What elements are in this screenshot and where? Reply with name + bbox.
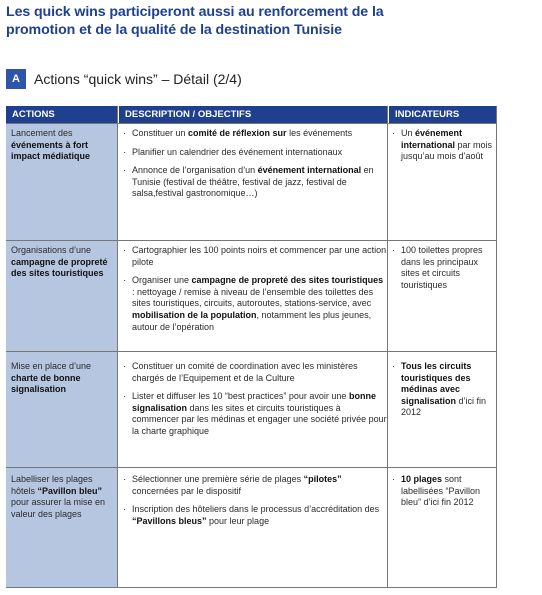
bullet-item bbox=[392, 474, 493, 509]
bullet-item bbox=[392, 245, 493, 291]
bold-text: comité de réflexion sur bbox=[188, 128, 287, 138]
bullet-dot-icon: · bbox=[392, 128, 395, 138]
row-action bbox=[11, 474, 113, 520]
bullet-item bbox=[123, 165, 388, 200]
bullet-item bbox=[123, 147, 388, 159]
text: Inscription des hôteliers dans le processus d’accréditation des bbox=[132, 504, 380, 515]
bullet-dot-icon: · bbox=[123, 245, 126, 255]
text: Labelliser les plages hôtels bbox=[11, 474, 93, 496]
text: Constituer un comité de coordination avec les ministères chargés de l’Equipement et de la Culture bbox=[132, 361, 358, 383]
bullet-item bbox=[392, 128, 493, 163]
row-divider bbox=[6, 123, 497, 124]
text: sont labellisées “Pavillon bleu” d’ici fin 2012 bbox=[401, 474, 481, 508]
text: pour assurer la mise en valeur des plages bbox=[11, 497, 106, 519]
column-divider bbox=[117, 106, 118, 588]
text: : nettoyage / remise à niveau de l’ensemble des toilettes des sites touristiques, circuits, autoroutes, stations-service, avec bbox=[132, 286, 374, 309]
bullet-dot-icon: · bbox=[123, 146, 126, 157]
text: en Tunisie (festival de théâtre, festival de jazz, festival de salsa,festival gastronomique…) bbox=[132, 165, 374, 199]
bullet-dot-icon: · bbox=[123, 474, 126, 484]
row-action bbox=[11, 361, 113, 396]
text: Sélectionner une première série de plages bbox=[132, 474, 304, 484]
bold-text: “Pavillons bleus” bbox=[132, 515, 207, 526]
bullet-dot-icon: · bbox=[392, 474, 395, 484]
row-action bbox=[11, 245, 113, 280]
row-description bbox=[123, 474, 388, 534]
row-action bbox=[11, 128, 113, 163]
bold-text: mobilisation de la population bbox=[132, 309, 257, 320]
bold-text: “Pavillon bleu” bbox=[37, 485, 103, 496]
bold-text: événement international bbox=[401, 128, 463, 150]
text: Lister et diffuser les 10 “best practices” pour avoir une bbox=[132, 391, 349, 402]
row-indicator bbox=[392, 245, 493, 291]
bold-text: charte de bonne signalisation bbox=[11, 372, 81, 395]
column-divider bbox=[496, 106, 497, 588]
section-title: Actions “quick wins” – Détail (2/4) bbox=[34, 71, 242, 87]
bold-text: campagne de propreté des sites touristiques bbox=[191, 275, 384, 286]
row-divider bbox=[6, 240, 497, 241]
row-description bbox=[123, 128, 388, 207]
text: Cartographier les 100 points noirs et commencer par une action pilote bbox=[132, 245, 387, 267]
bullet-item bbox=[123, 504, 388, 527]
text: , notamment les plus jeunes, autour de l’opération bbox=[132, 309, 372, 332]
text: 100 toilettes propres dans les principaux sites et circuits touristiques bbox=[401, 245, 483, 290]
row-divider bbox=[6, 351, 497, 352]
text: Lancement des bbox=[11, 128, 73, 138]
bullet-item bbox=[123, 275, 388, 333]
bullet-dot-icon: · bbox=[392, 361, 395, 371]
row-divider bbox=[6, 467, 497, 468]
bullet-item bbox=[392, 361, 493, 419]
bullet-item bbox=[123, 245, 388, 268]
row-indicator bbox=[392, 361, 493, 419]
header-description: DESCRIPTION / OBJECTIFS bbox=[119, 106, 387, 123]
bold-text: Tous les circuits touristiques des médinas avec signalisation bbox=[401, 361, 472, 406]
row-description bbox=[123, 245, 388, 340]
page-title-line-2: promotion et de la qualité de la destination Tunisie bbox=[6, 22, 342, 38]
page-title bbox=[6, 3, 536, 39]
bullet-dot-icon: · bbox=[123, 504, 126, 515]
bullet-item bbox=[123, 474, 388, 497]
bullet-item bbox=[123, 128, 388, 140]
row-indicator bbox=[392, 128, 493, 163]
row-divider bbox=[6, 587, 497, 588]
text: pour leur plage bbox=[206, 515, 270, 526]
bold-text: campagne de propreté des sites touristiques bbox=[11, 256, 108, 279]
text: concernées par le dispositif bbox=[132, 485, 242, 496]
row-description bbox=[123, 361, 388, 445]
bullet-dot-icon: · bbox=[123, 128, 126, 138]
bullet-item bbox=[123, 361, 388, 384]
text: d’ici fin 2012 bbox=[401, 395, 487, 418]
bold-text: “pilotes” bbox=[303, 474, 342, 484]
section-badge: A bbox=[6, 69, 26, 89]
text: Organisations d’une bbox=[11, 245, 92, 255]
bullet-dot-icon: · bbox=[123, 275, 126, 286]
bullet-dot-icon: · bbox=[123, 361, 126, 371]
text: les événements bbox=[286, 128, 353, 138]
text: Un bbox=[401, 128, 416, 138]
text: Annonce de l’organisation d’un bbox=[132, 165, 258, 176]
header-indicators: INDICATEURS bbox=[389, 106, 497, 123]
text: par mois jusqu’au mois d’août bbox=[401, 139, 493, 162]
text: Planifier un calendrier des événement internationaux bbox=[132, 146, 343, 157]
text: dans les sites et circuits touristiques à commencer par les médinas et engager une société privée pour la charte graphique bbox=[132, 402, 387, 436]
bullet-dot-icon: · bbox=[123, 165, 126, 176]
actions-table bbox=[6, 106, 497, 588]
text: Constituer un bbox=[132, 128, 189, 138]
section-header bbox=[6, 69, 242, 89]
bold-text: bonne signalisation bbox=[132, 391, 376, 413]
bullet-dot-icon: · bbox=[123, 391, 126, 402]
bullet-dot-icon: · bbox=[392, 245, 395, 255]
page-title-line-1: Les quick wins participeront aussi au renforcement de la bbox=[6, 4, 384, 20]
bold-text: 10 plages bbox=[401, 474, 443, 484]
bold-text: événement international bbox=[257, 165, 362, 176]
text: Mise en place d’une bbox=[11, 361, 92, 371]
text: Organiser une bbox=[132, 275, 192, 286]
header-actions: ACTIONS bbox=[6, 106, 117, 123]
bullet-item bbox=[123, 391, 388, 437]
row-indicator bbox=[392, 474, 493, 509]
bold-text: événements à fort impact médiatique bbox=[11, 139, 91, 162]
